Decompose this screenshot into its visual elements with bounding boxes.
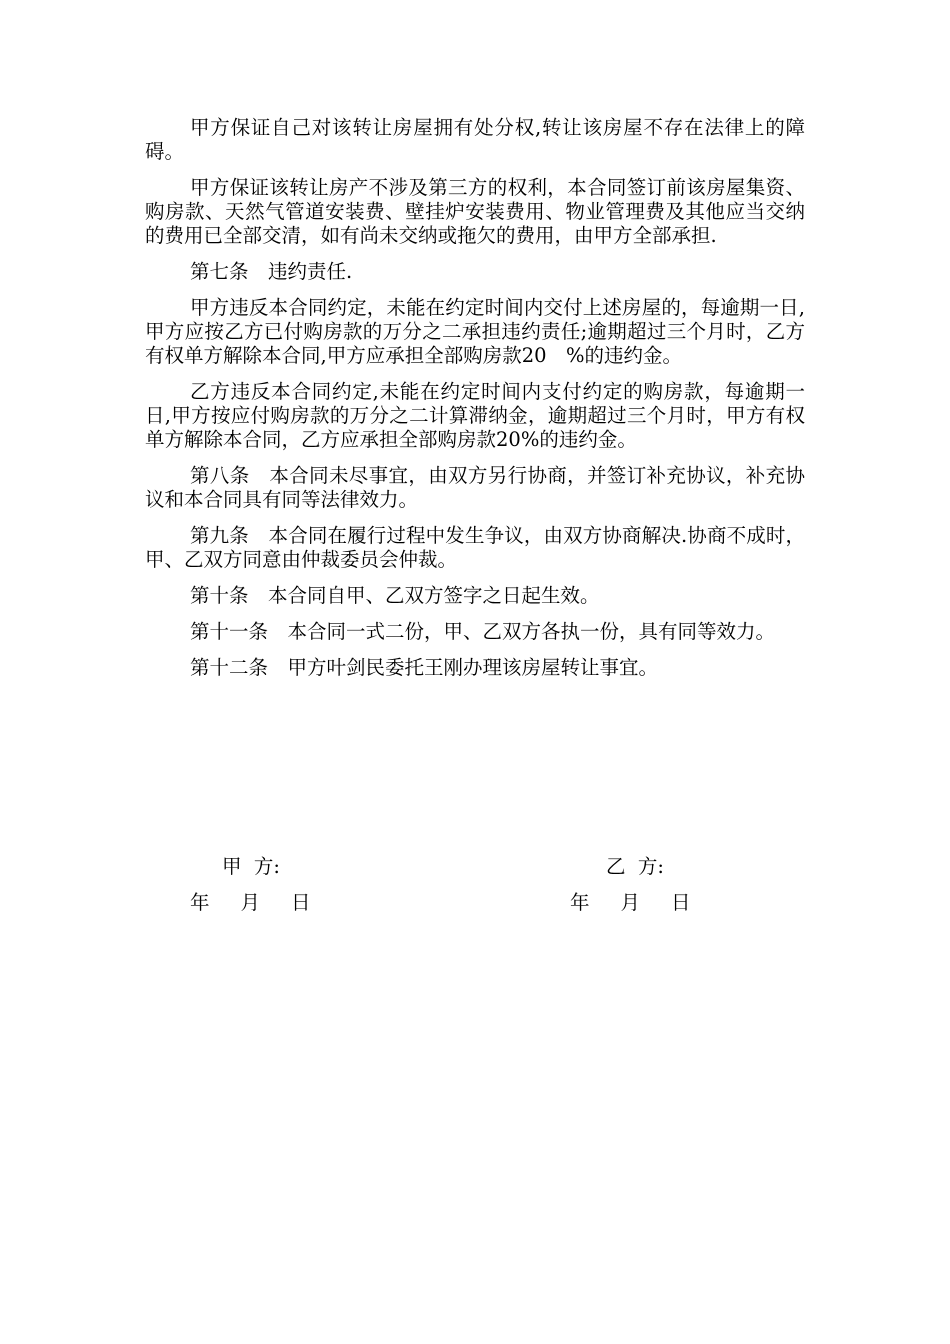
article-8: 第八条 本合同未尽事宜，由双方另行协商，并签订补充协议，补充协议和本合同具有同等法律效力。 <box>145 464 805 511</box>
party-b-date: 年 月 日 <box>570 891 691 914</box>
paragraph-party-a-breach: 甲方违反本合同约定，未能在约定时间内交付上述房屋的，每逾期一日,甲方应按乙方已付购房款的万分之二承担违约责任;逾期超过三个月时，乙方有权单方解除本合同,甲方应承担全部购房款20 %的违约金。 <box>145 296 805 367</box>
article-9: 第九条 本合同在履行过程中发生争议，由双方协商解决.协商不成时，甲、乙双方同意由仲裁委员会仲裁。 <box>145 524 805 571</box>
party-a-date: 年 月 日 <box>190 891 311 914</box>
paragraph-party-b-breach: 乙方违反本合同约定,未能在约定时间内支付约定的购房款，每逾期一日,甲方按应付购房款的万分之二计算滞纳金，逾期超过三个月时，甲方有权单方解除本合同，乙方应承担全部购房款20%的违约金。 <box>145 380 805 451</box>
article-12: 第十二条 甲方叶剑民委托王刚办理该房屋转让事宜。 <box>190 656 659 679</box>
party-a-signature-label: 甲 方: <box>222 855 280 878</box>
contract-body <box>145 116 805 692</box>
party-b-signature-label: 乙 方: <box>606 855 664 878</box>
paragraph-disposal-right: 甲方保证自己对该转让房屋拥有处分权,转让该房屋不存在法律上的障碍。 <box>145 116 805 163</box>
article-7-heading: 第七条 违约责任. <box>190 260 353 283</box>
paragraph-third-party-rights: 甲方保证该转让房产不涉及第三方的权利，本合同签订前该房屋集资、购房款、天然气管道安装费、壁挂炉安装费用、物业管理费及其他应当交纳的费用已全部交清，如有尚未交纳或拖欠的费用，由甲方全部承担. <box>145 176 805 247</box>
article-11: 第十一条 本合同一式二份，甲、乙双方各执一份，具有同等效力。 <box>190 620 776 643</box>
article-10: 第十条 本合同自甲、乙双方签字之日起生效。 <box>190 584 600 607</box>
